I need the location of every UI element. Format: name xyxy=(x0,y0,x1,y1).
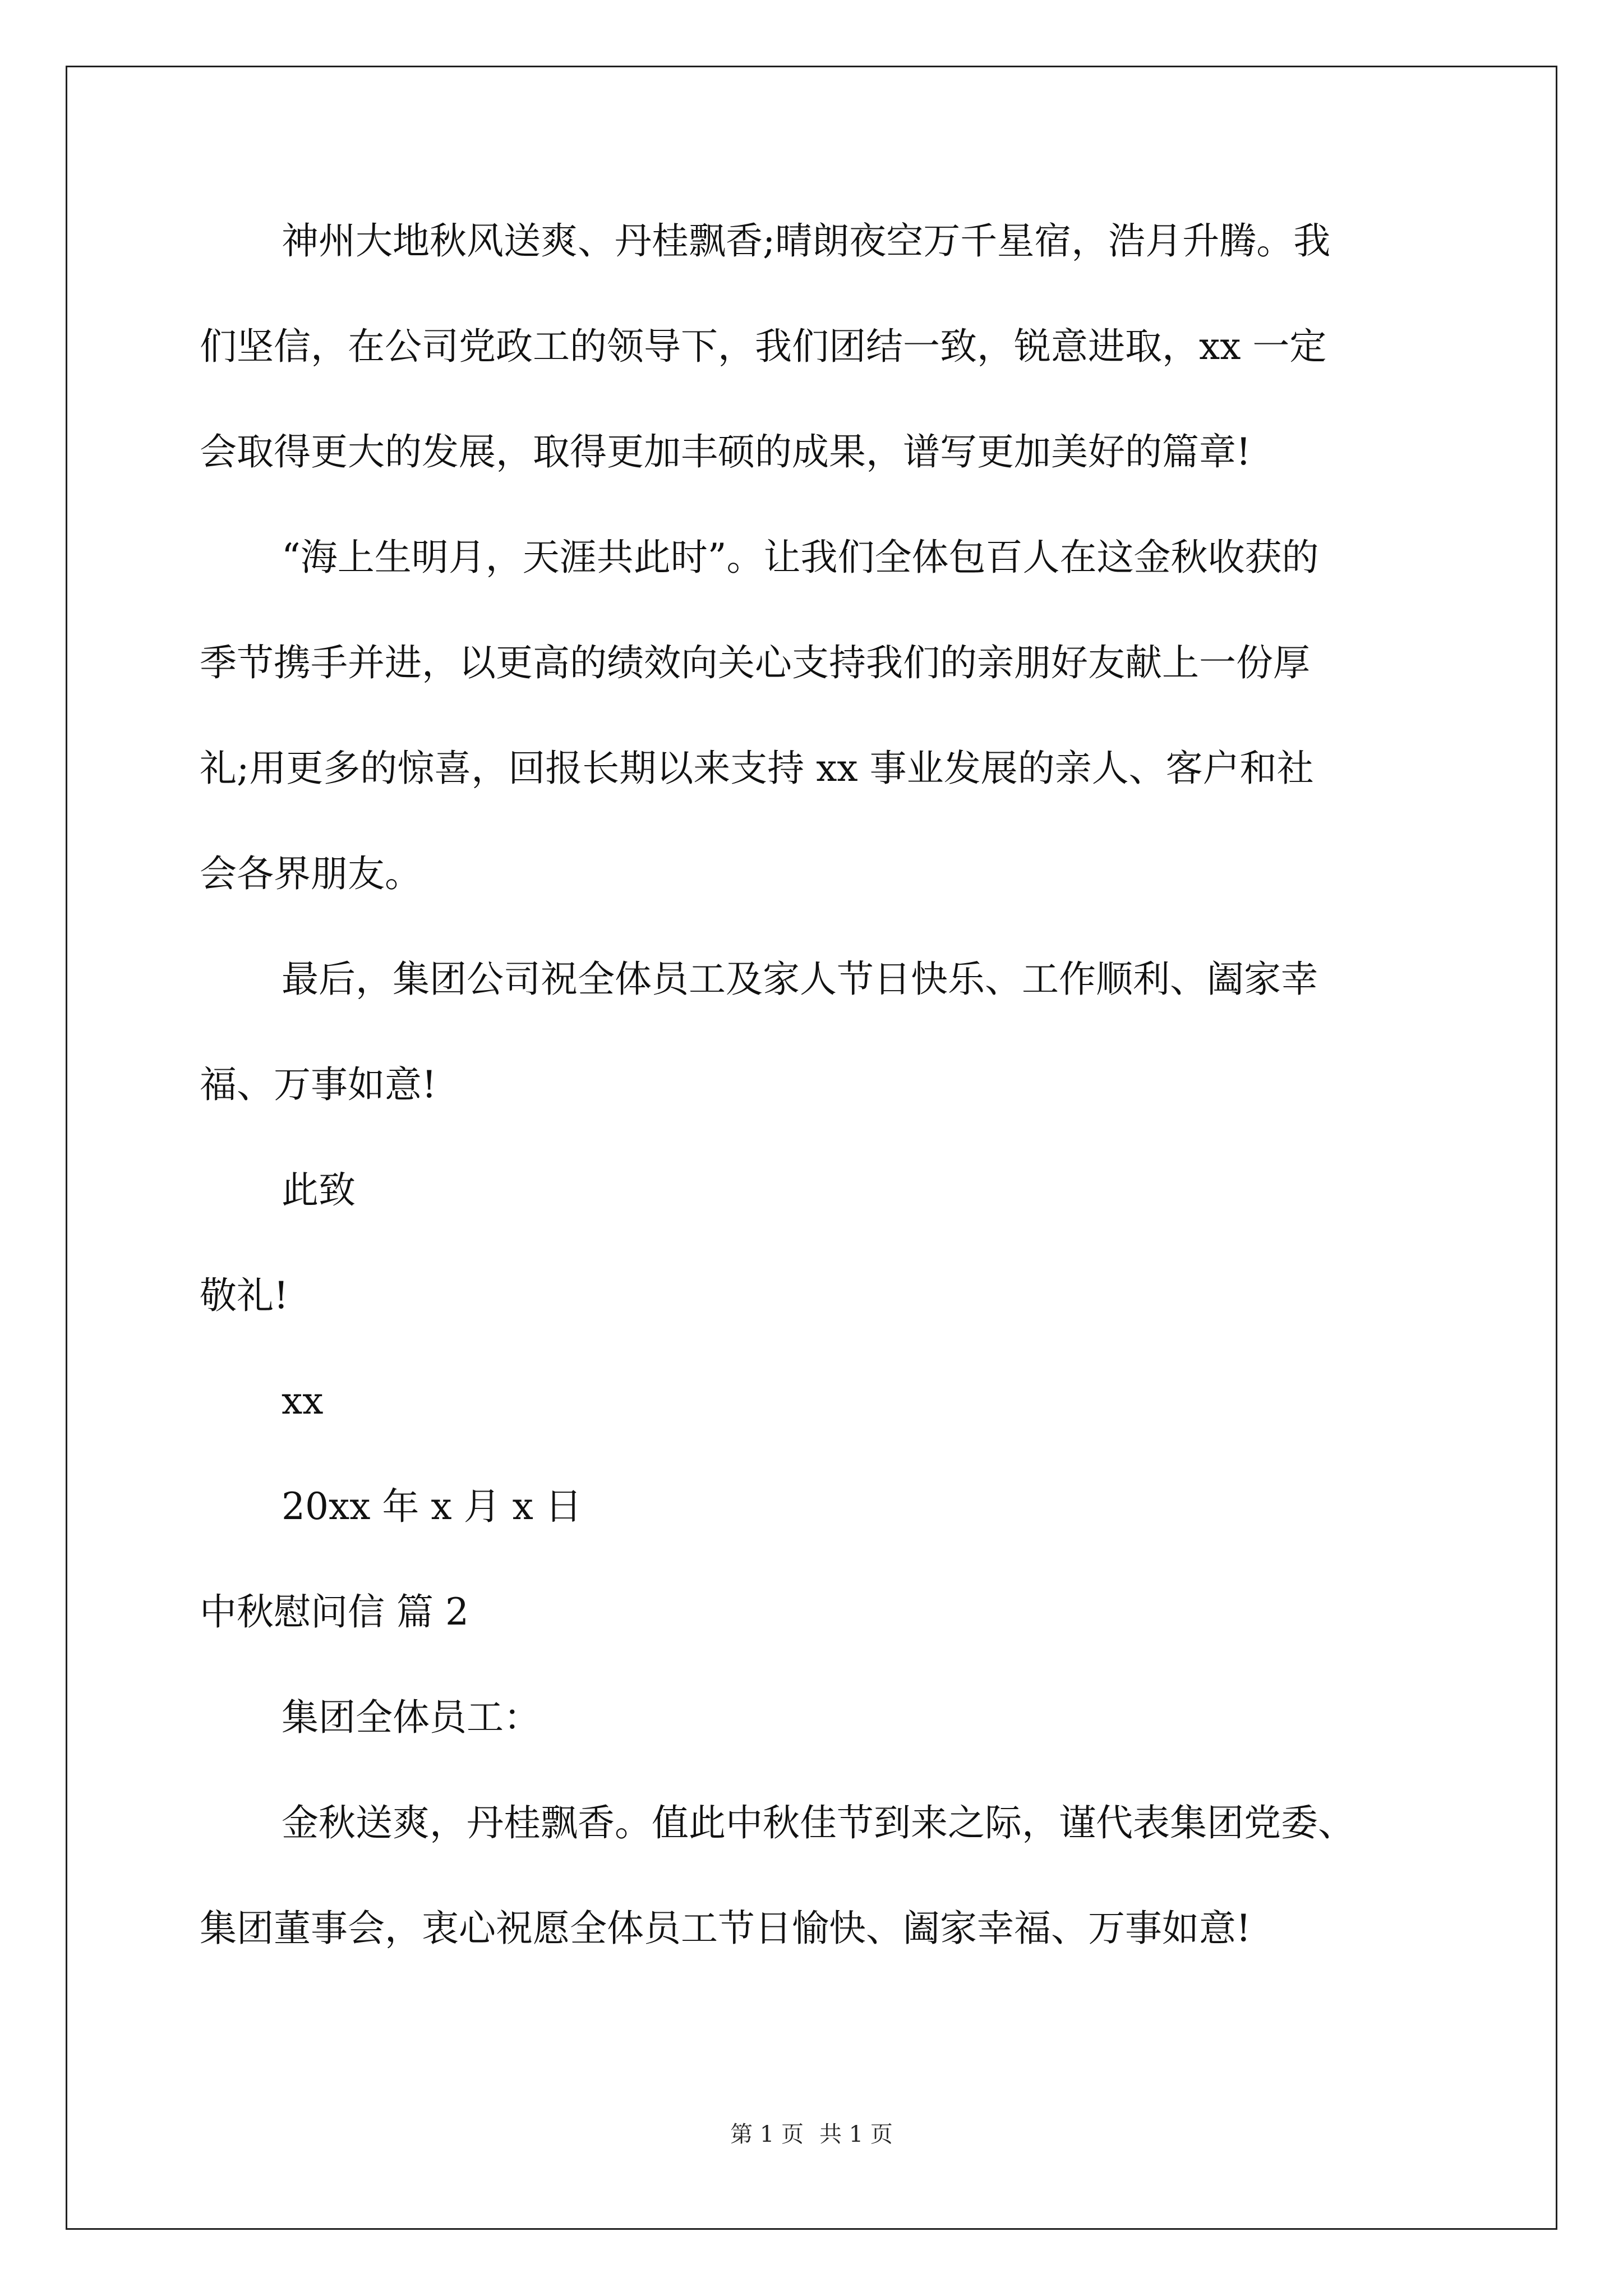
closing-salutation: 此致 xyxy=(282,1168,356,1212)
text-line: 最后，集团公司祝全体员工及家人节日快乐、工作顺利、阖家幸 xyxy=(282,958,1318,1001)
closing-regards: 敬礼! xyxy=(200,1274,289,1317)
section-heading: 中秋慰问信 篇 2 xyxy=(200,1590,469,1634)
text-line: 会取得更大的发展，取得更加丰硕的成果，谱写更加美好的篇章! xyxy=(200,430,1251,473)
page-footer xyxy=(0,2120,1623,2148)
greeting: 集团全体员工： xyxy=(282,1696,541,1739)
page-total: 共 1 页 xyxy=(819,2122,893,2147)
text-line: 们坚信，在公司党政工的领导下，我们团结一致，锐意进取，xx 一定 xyxy=(200,325,1327,368)
text-line: 金秋送爽，丹桂飘香。值此中秋佳节到来之际，谨代表集团党委、 xyxy=(282,1801,1355,1844)
text-line: 礼;用更多的惊喜，回报长期以来支持 xx 事业发展的亲人、客户和社 xyxy=(200,747,1314,790)
date-line: 20xx 年 x 月 x 日 xyxy=(282,1485,582,1528)
text-line: 会各界朋友。 xyxy=(200,852,422,895)
signature: xx xyxy=(282,1379,324,1423)
text-line: 季节携手并进，以更高的绩效向关心支持我们的亲朋好友献上一份厚 xyxy=(200,641,1310,684)
text-line: “海上生明月，天涯共此时”。让我们全体包百人在这金秋收获的 xyxy=(282,536,1319,579)
page-border xyxy=(66,66,1557,2230)
text-line: 集团董事会，衷心祝愿全体员工节日愉快、阖家幸福、万事如意! xyxy=(200,1907,1251,1950)
text-line: 神州大地秋风送爽、丹桂飘香;晴朗夜空万千星宿，浩月升腾。我 xyxy=(282,219,1331,263)
page-number: 第 1 页 xyxy=(730,2122,804,2147)
text-line: 福、万事如意! xyxy=(200,1063,437,1106)
